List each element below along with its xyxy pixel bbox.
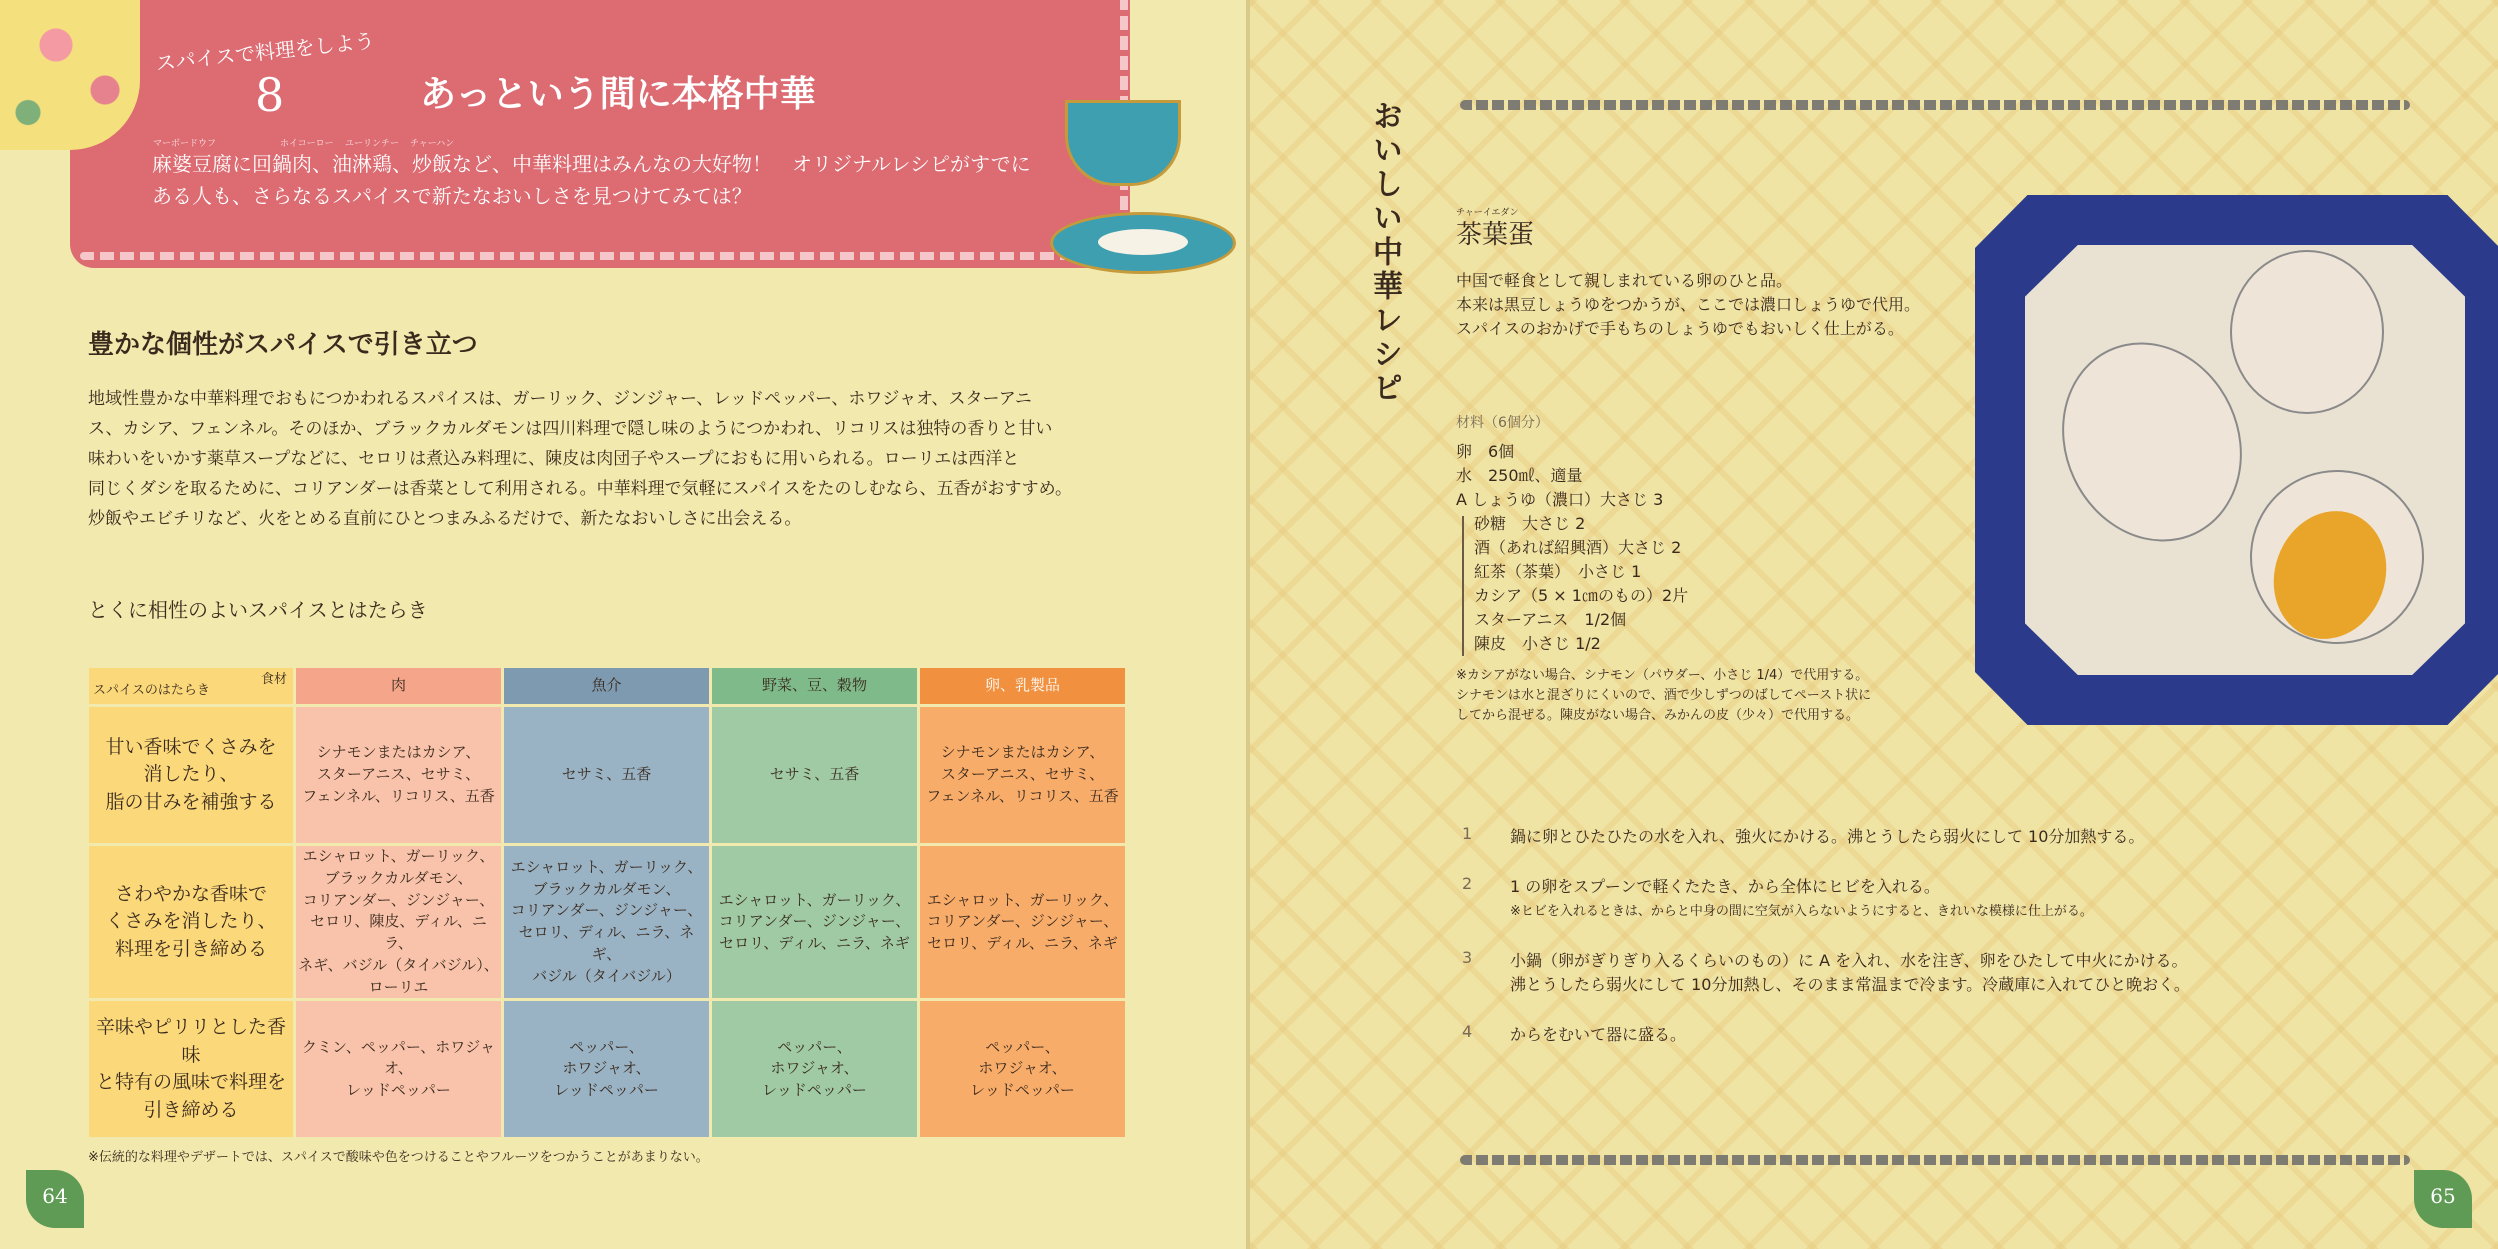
- body-line: ス、カシア、フェンネル。そのほか、ブラックカルダモンは四川料理で隠し味のようにつかわれ、リコリスは独特の香りと甘い: [88, 419, 1053, 439]
- table-cell: [920, 1001, 1125, 1137]
- table-corner: [89, 668, 293, 704]
- row-header: [89, 1001, 293, 1137]
- cell-line: スターアニス、セサミ、: [316, 765, 481, 784]
- intro-line: 中国で軽食として親しまれている卵のひと品。: [1456, 271, 1793, 290]
- row-header: [89, 846, 293, 998]
- cell-line: レッドペッパー: [762, 1081, 867, 1100]
- section-title: 豊かな個性がスパイスで引き立つ: [88, 330, 478, 360]
- cell-line: コリアンダー、ジンジャー、: [926, 912, 1119, 931]
- teacup-illustration: [1065, 100, 1181, 186]
- table-cell: [920, 846, 1125, 998]
- ingredient-item: カシア（5 × 1㎝のもの）2片: [1474, 586, 1689, 605]
- cell-line: 脂の甘みを補強する: [105, 790, 277, 813]
- step-text: 小鍋（卵がぎりぎり入るくらいのもの）に A を入れ、水を注ぎ、卵をひたして中火にかける。: [1510, 951, 2188, 970]
- spice-table: [86, 665, 1128, 1140]
- cell-line: ブラックカルダモン、: [532, 879, 681, 898]
- table-cell: [504, 1001, 709, 1137]
- banner-border: [80, 252, 1120, 260]
- cell-line: エシャロット、ガーリック、: [926, 890, 1119, 909]
- step-note: ※ヒビを入れるときは、からと中身の間に空気が入らないようにすると、きれいな模様に仕上がる。: [1510, 904, 2093, 919]
- dish-ruby: チャーイエダン: [1456, 208, 1519, 218]
- step-text: 沸とうしたら弱火にして 10分加熱し、そのまま常温まで冷ます。冷蔵庫に入れてひと晩おく。: [1510, 975, 2190, 994]
- cell-line: エシャロット、ガーリック、: [302, 847, 495, 865]
- egg-illustration: [2230, 250, 2384, 414]
- cell-line: コリアンダー、ジンジャー、: [302, 890, 495, 909]
- cell-line: バジル（タイバジル）: [532, 966, 681, 985]
- cell-line: エシャロット、ガーリック、: [718, 890, 911, 909]
- page-number: 64: [42, 1184, 68, 1208]
- saucer-illustration: [1050, 212, 1236, 274]
- page-number-leaf-right: [2414, 1170, 2472, 1228]
- ingredient-item: 紅茶（茶葉） 小さじ 1: [1474, 562, 1642, 581]
- intro-line: 本来は黒豆しょうゆをつかうが、ここでは濃口しょうゆで代用。: [1456, 295, 1921, 314]
- table-row: [89, 707, 1125, 843]
- cell-line: レッドペッパー: [346, 1081, 451, 1100]
- table-title: とくに相性のよいスパイスとはたらき: [88, 598, 428, 622]
- cell-line: ネギ、バジル（タイバジル）、: [298, 955, 499, 974]
- cell-line: 消したり、: [143, 763, 239, 786]
- cell-line: 辛味やピリリとした香味: [95, 1016, 286, 1066]
- cell-line: 甘い香味でくさみを: [105, 735, 277, 758]
- step-number: 3: [1462, 948, 1473, 967]
- cell-line: スターアニス、セサミ、: [940, 765, 1105, 784]
- cell-line: ペッパー、: [985, 1037, 1060, 1056]
- ingredient-group-bar: [1462, 516, 1464, 656]
- cell-line: シナモンまたはカシア、: [940, 743, 1105, 762]
- ruby-yurinchi: ユーリンチー: [345, 139, 400, 149]
- ingredient-item: A しょうゆ（濃口）大さじ 3: [1456, 490, 1664, 509]
- cell-line: ブラックカルダモン、: [324, 868, 473, 887]
- ruby-mabodofu: マーボードウフ: [153, 139, 217, 149]
- step-number: 1: [1462, 824, 1473, 843]
- ingredient-item: 卵 6個: [1456, 442, 1515, 461]
- table-cell: [920, 707, 1125, 843]
- ingredient-item: 水 250㎖、適量: [1456, 466, 1583, 485]
- ingredient-note: してから混ぜる。陳皮がない場合、みかんの皮（少々）で代用する。: [1456, 708, 1860, 723]
- cell-line: ペッパー、: [777, 1037, 852, 1056]
- cell-line: レッドペッパー: [554, 1081, 659, 1100]
- table-cell: [504, 846, 709, 998]
- banner-lead-line2: ある人も、さらなるスパイスで新たなおいしさを見つけてみては？: [152, 184, 752, 208]
- cell-line: ホワジャオ、: [770, 1059, 859, 1078]
- banner-lead-line1: 麻婆豆腐に回鍋肉、油淋鶏、炒飯など、中華料理はみんなの大好物！ オリジナルレシピがすでに: [152, 152, 1031, 176]
- decorative-chain-bottom: [1460, 1155, 2410, 1165]
- cell-line: ローリエ: [368, 977, 429, 996]
- ingredient-item: 陳皮 小さじ 1/2: [1474, 634, 1601, 653]
- table-footnote: ※伝統的な料理やデザートでは、スパイスで酸味や色をつけることやフルーツをつかうことがあまりない。: [88, 1150, 709, 1165]
- table-cell: [712, 707, 917, 843]
- cell-line: コリアンダー、ジンジャー、: [510, 901, 703, 920]
- cell-line: 料理を引き締める: [114, 937, 267, 960]
- body-line: 地域性豊かな中華料理でおもにつかわれるスパイスは、ガーリック、ジンジャー、レッドペッパー、ホワジャオ、スターアニ: [88, 389, 1032, 409]
- vertical-title: おいしい中華レシピ: [1367, 100, 1402, 406]
- cell-line: フェンネル、リコリス、五香: [926, 786, 1119, 805]
- table-cell: [712, 846, 917, 998]
- floral-illustration: [0, 0, 140, 150]
- cell-line: セロリ、ディル、ニラ、ネギ: [719, 934, 910, 952]
- table-cell: [504, 707, 709, 843]
- cell-line: エシャロット、ガーリック、: [510, 857, 703, 876]
- step-text: 鍋に卵とひたひたの水を入れ、強火にかける。沸とうしたら弱火にして 10分加熱する。: [1510, 827, 2145, 846]
- step-number: 4: [1462, 1022, 1473, 1041]
- step-text: 1 の卵をスプーンで軽くたたき、から全体にヒビを入れる。: [1510, 877, 1940, 896]
- table-row: [89, 1001, 1125, 1137]
- body-line: 同じくダシを取るために、コリアンダーは香菜として利用される。中華料理で気軽にスパイスをたのしむなら、五香がおすすめ。: [88, 479, 1072, 499]
- cell-line: コリアンダー、ジンジャー、: [718, 912, 911, 931]
- table-cell: [296, 1001, 501, 1137]
- ingredient-item: スターアニス 1/2個: [1474, 610, 1627, 629]
- dish-name: 茶葉蛋: [1456, 220, 1535, 250]
- chapter-title: あっという間に本格中華: [420, 74, 816, 115]
- page-number: 65: [2430, 1184, 2456, 1208]
- chapter-number: 8: [255, 68, 285, 122]
- column-header-seafood: 魚介: [504, 668, 709, 704]
- ruby-hoikoro: ホイコーロー: [280, 139, 334, 149]
- step-text: からをむいて器に盛る。: [1510, 1025, 1687, 1044]
- table-cell: [712, 1001, 917, 1137]
- cell-line: くさみを消したり、: [105, 910, 277, 933]
- table-cell: [296, 707, 501, 843]
- cell-line: クミン、ペッパー、ホワジャオ、: [302, 1037, 495, 1078]
- cell-line: セサミ、五香: [561, 765, 652, 784]
- cell-line: シナモンまたはカシア、: [316, 743, 481, 762]
- cell-line: さわやかな香味で: [114, 882, 267, 905]
- cell-line: レッドペッパー: [970, 1081, 1075, 1100]
- column-header-eggs-dairy: 卵、乳製品: [920, 668, 1125, 704]
- ingredient-note: ※カシアがない場合、シナモン（パウダー、小さじ 1/4）で代用する。: [1456, 668, 1869, 683]
- ingredient-item: 砂糖 大さじ 2: [1474, 514, 1586, 533]
- ingredient-item: 酒（あれば紹興酒）大さじ 2: [1474, 538, 1682, 557]
- cell-line: 引き締める: [143, 1098, 239, 1121]
- decorative-chain-top: [1460, 100, 2410, 110]
- cell-line: ホワジャオ、: [978, 1059, 1067, 1078]
- cell-line: セロリ、陳皮、ディル、ニラ、: [310, 912, 487, 952]
- column-header-vegetables: 野菜、豆、穀物: [712, 668, 917, 704]
- cell-line: ホワジャオ、: [562, 1059, 651, 1078]
- body-line: 炒飯やエビチリなど、火をとめる直前にひとつまみふるだけで、新たなおいしさに出会える。: [88, 509, 802, 529]
- cell-line: フェンネル、リコリス、五香: [302, 786, 495, 805]
- cell-line: セサミ、五香: [769, 765, 860, 784]
- ingredients-title: 材料（6個分）: [1456, 415, 1549, 431]
- body-line: 味わいをいかす薬草スープなどに、セロリは煮込み料理に、陳皮は肉団子やスープにおもに用いられる。ローリエは西洋と: [88, 449, 1020, 469]
- corner-top-label: 食材: [260, 672, 287, 687]
- ruby-chahan: チャーハン: [410, 139, 455, 149]
- cell-line: と特有の風味で料理を: [95, 1071, 286, 1094]
- cell-line: ペッパー、: [569, 1037, 644, 1056]
- table-cell: [296, 846, 501, 998]
- chapter-kicker: スパイスで料理をしよう: [154, 28, 376, 76]
- table-row: [89, 846, 1125, 998]
- step-number: 2: [1462, 874, 1473, 893]
- page-number-leaf-left: [26, 1170, 84, 1228]
- corner-bottom-label: スパイスのはたらき: [93, 683, 210, 699]
- ingredient-note: シナモンは水と混ざりにくいので、酒で少しずつのばしてペースト状に: [1456, 688, 1872, 703]
- column-header-meat: 肉: [296, 668, 501, 704]
- row-header: [89, 707, 293, 843]
- cell-line: セロリ、ディル、ニラ、ネギ: [927, 934, 1118, 952]
- intro-line: スパイスのおかげで手もちのしょうゆでもおいしく仕上がる。: [1456, 319, 1904, 338]
- cell-line: セロリ、ディル、ニラ、ネギ、: [518, 923, 695, 963]
